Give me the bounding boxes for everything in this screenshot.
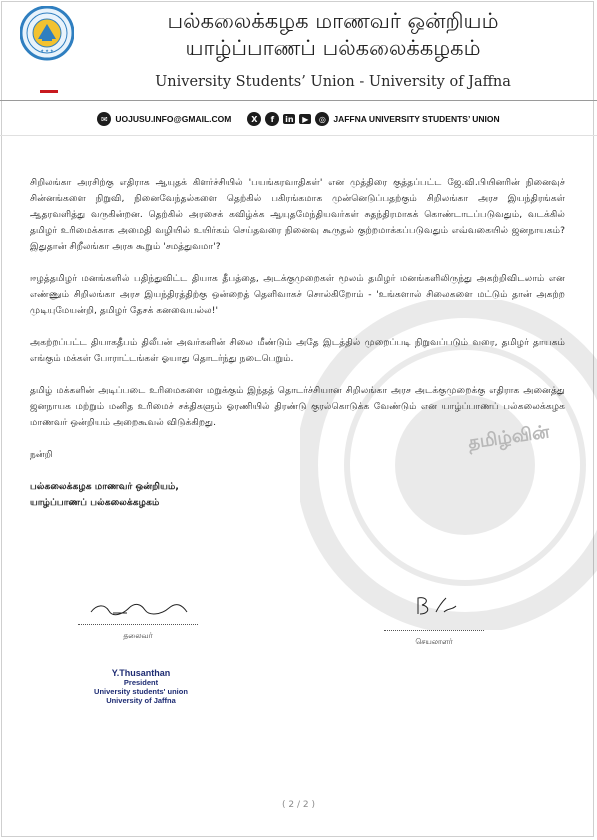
secretary-role: செயலாளர் <box>415 637 453 646</box>
header-title-tamil <box>78 8 588 62</box>
stamp-university: University of Jaffna <box>106 696 176 705</box>
header-title-english: University Students’ Union - University of Jaffna <box>155 74 511 90</box>
email-icon: ✉ <box>97 112 111 126</box>
watermark-brand: தமிழ்வின் <box>466 421 551 454</box>
header-title-line2: யாழ்ப்பாணப் பல்கலைக்கழகம் <box>185 36 481 60</box>
signoff-line2: யாழ்ப்பாணப் பல்கலைக்கழகம் <box>30 497 160 508</box>
secretary-signature-block <box>384 594 484 647</box>
accent-bar <box>40 90 58 93</box>
paragraph-3: அகற்றப்பட்ட தியாகதீபம் திலீபன் அவர்களின் சிலை மீண்டும் அதே இடத்தில் முறைப்படி நிறுவப்படும் வரை, தமிழர் தாயகம் எங்கும் மக்கள் போராட்டங்கள் ஓயாது தொடர்ந்து நடைபெறும். <box>30 337 565 364</box>
x-icon[interactable]: X <box>247 112 261 126</box>
contact-bar <box>0 108 597 130</box>
svg-text:★ ★ ★: ★ ★ ★ <box>40 48 54 53</box>
secretary-signature <box>404 594 464 618</box>
stamp-title: President <box>123 678 159 687</box>
signoff-line1: பல்கலைக்கழக மாணவர் ஒன்றியம், <box>30 481 179 492</box>
header-divider <box>0 100 597 101</box>
page-number: ( 2 / 2 ) <box>282 800 315 810</box>
university-logo <box>20 6 74 88</box>
president-signature <box>83 600 193 618</box>
president-role: தலைவர் <box>123 631 153 640</box>
linkedin-icon[interactable]: in <box>285 114 294 124</box>
paragraph-2: ஈழத்தமிழர் மனங்களில் பதிந்துவிட்ட தியாக தீபத்தை, அடக்குமுறைகள் மூலம் தமிழர் மனங்களிலிருந்து அகற்றிவிடலாம் என எண்ணும் சிறிலங்கா அரச இயந்திரத்திற்கு ஒன்றைத் தெளிவாகச் சொல்கிறோம் - 'உங்களால் சிலைகளை மட்டும் தான் அகற்ற முடியுமேயன்றி, தமிழர் தேசக் கனவையல்ல!' <box>30 273 565 316</box>
stamp-org: University students' union <box>94 687 188 696</box>
youtube-icon[interactable]: ▶ <box>299 114 311 124</box>
contact-email[interactable]: UOJUSU.INFO@GMAIL.COM <box>115 114 232 124</box>
stamp-name: Y.Thusanthan <box>111 668 171 678</box>
paragraph-1: சிறிலங்கா அரசிற்கு எதிராக ஆயுதக் கிளர்ச்சியில் 'பயங்கரவாதிகள்' என முத்திரை குத்தப்பட்ட ஜே.வி.பியினரின் நினைவுச் சின்னங்களை நிறுவி, நினைவேந்தல்களை தெற்கில் பகிரங்கமாக முன்னெடுப்பதற்கும் சிறிலங்கா அரச இயந்திரங்கள் ஆதரவளித்து வருகின்றன. தெற்கில் அரசைக் கவிழ்க்க ஆயுதமேந்தியவர்கள் சுதந்திரமாகக் கொண்டாடப்படுவதும், வடக்கில் தமிழர் உரிமைக்காக அமைதி வழியில் உயிர்கம் செய்தவரை நினைவு கூருதல் குற்றமாக்கப்படுவதும் எவ்வகையில் ஜனநாயகம்? இதுதான் சிறீலங்கா அரசு கூறும் 'சமத்துவமா'? <box>30 177 565 252</box>
contact-divider <box>0 135 597 136</box>
instagram-icon[interactable]: ◎ <box>315 112 329 126</box>
paragraph-4: தமிழ் மக்களின் அடிப்படை உரிமைகளை மறுக்கும் இந்தத் தொடர்ச்சியான சிறிலங்கா அரச அடக்குமுறைக்கு எதிராக அனைத்து ஜனநாயக மற்றும் மனித உரிமைச் சக்திகளும் ஓரணியில் திரண்டு குரல்கொடுக்க வேண்டும் என யாழ்ப்பாணப் பல்கலைக்கழக மாணவர் ஒன்றியம் அறைகூவல் விடுக்கிறது. <box>30 385 565 428</box>
letter-body <box>30 175 565 511</box>
thanks-line: நன்றி <box>30 449 53 460</box>
president-signature-block <box>78 600 198 641</box>
header-title-line1: பல்கலைக்கழக மாணவர் ஒன்றியம் <box>167 9 499 33</box>
president-stamp <box>86 668 196 705</box>
contact-social-handle[interactable]: JAFFNA UNIVERSITY STUDENTS’ UNION <box>333 114 500 124</box>
facebook-icon[interactable]: f <box>265 112 279 126</box>
signoff-block <box>30 479 565 511</box>
